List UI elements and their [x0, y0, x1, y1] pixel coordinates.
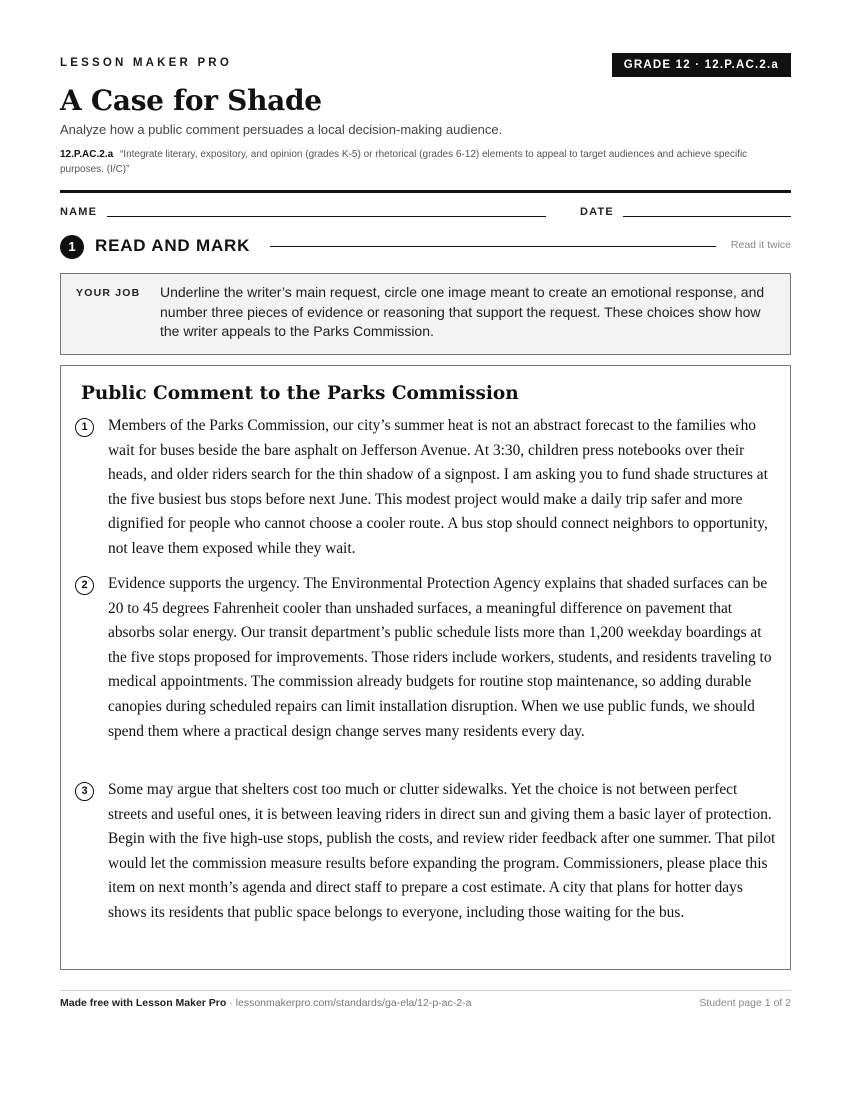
section-note: Read it twice — [730, 239, 791, 251]
footer-brand: Made free with Lesson Maker Pro — [60, 997, 227, 1009]
section-divider — [270, 246, 716, 247]
date-field[interactable] — [623, 216, 791, 217]
standard-text: “Integrate literary, expository, and opinion (grades K-5) or rhetorical (grades 6-12) elements to appeal to target audiences and achieve specific purposes. (I/C)” — [60, 149, 748, 175]
footer-divider — [60, 990, 791, 991]
page-number: Student page 1 of 2 — [699, 997, 791, 1009]
paragraph-number-2: 2 — [75, 576, 94, 595]
passage-title: Public Comment to the Parks Commission — [81, 383, 519, 404]
paragraph-number-1: 1 — [75, 418, 94, 437]
section-number-badge: 1 — [60, 235, 84, 259]
footer-url[interactable]: lessonmakerpro.com/standards/ga-ela/12-p-ac-2-a — [235, 997, 472, 1009]
paragraph-number-3: 3 — [75, 782, 94, 801]
section-title: READ AND MARK — [95, 236, 251, 255]
paragraph-1: Members of the Parks Commission, our city’s summer heat is not an abstract forecast to the families who wait for buses beside the bare asphalt on Jefferson Avenue. At 3:30, children press notebooks over their heads, and older riders search for the thin shadow of a signpost. I am asking you to fund shade structures at the five busiest bus stops before next June. This modest project would make a daily trip safer and more dignified for people who cannot choose a cooler route. A bus stop should connect neighbors to opportunity, not leave them exposed while they wait. — [108, 417, 768, 557]
grade-badge: GRADE 12 · 12.P.AC.2.a — [612, 53, 791, 77]
paragraph-2: Evidence supports the urgency. The Environmental Protection Agency explains that shaded surfaces can be 20 to 45 degrees Fahrenheit cooler than unshaded surfaces, a meaningful difference on pavement that absorbs solar energy. Our transit department’s public schedule lists more than 1,200 weekday boardings at the five stops proposed for improvements. Those riders include workers, students, and residents traveling to medical appointments. The commission already budgets for routine stop maintenance, so adding durable canopies during scheduled repairs can limit installation disruption. When we use public funds, we should spend them where a practical design change serves many residents every day. — [108, 575, 772, 740]
paragraph-3: Some may argue that shelters cost too much or clutter sidewalks. Yet the choice is not between perfect streets and useful ones, it is between leaving riders in direct sun and giving them a basic layer of protection. Begin with the five high-use stops, publish the costs, and review rider feedback after one summer. That pilot would let the commission measure results before expanding the program. Commissioners, please place this item on next month’s agenda and direct staff to prepare a cost estimate. A city that plans for hotter days shows its residents that public space belongs to everyone, including those waiting for the bus. — [108, 781, 776, 921]
job-text: Underline the writer’s main request, circle one image meant to create an emotional response, and number three pieces of evidence or reasoning that support the request. These choices show how the writer appeals to the Parks Commission. — [160, 284, 765, 339]
page-title: A Case for Shade — [60, 84, 322, 117]
footer-credit — [60, 997, 471, 1009]
standard-code: 12.P.AC.2.a — [60, 149, 114, 160]
worksheet-page — [60, 0, 791, 1100]
job-label: YOUR JOB — [76, 287, 141, 299]
reading-passage — [60, 365, 791, 970]
header-divider — [60, 190, 791, 193]
name-field[interactable] — [107, 216, 546, 217]
date-label: DATE — [580, 206, 614, 218]
name-label: NAME — [60, 206, 98, 218]
standard-description — [60, 147, 791, 177]
page-subtitle: Analyze how a public comment persuades a local decision-making audience. — [60, 122, 503, 137]
footer-separator: · — [226, 997, 236, 1009]
job-instructions-box — [60, 273, 791, 355]
brand-name: LESSON MAKER PRO — [60, 57, 232, 69]
